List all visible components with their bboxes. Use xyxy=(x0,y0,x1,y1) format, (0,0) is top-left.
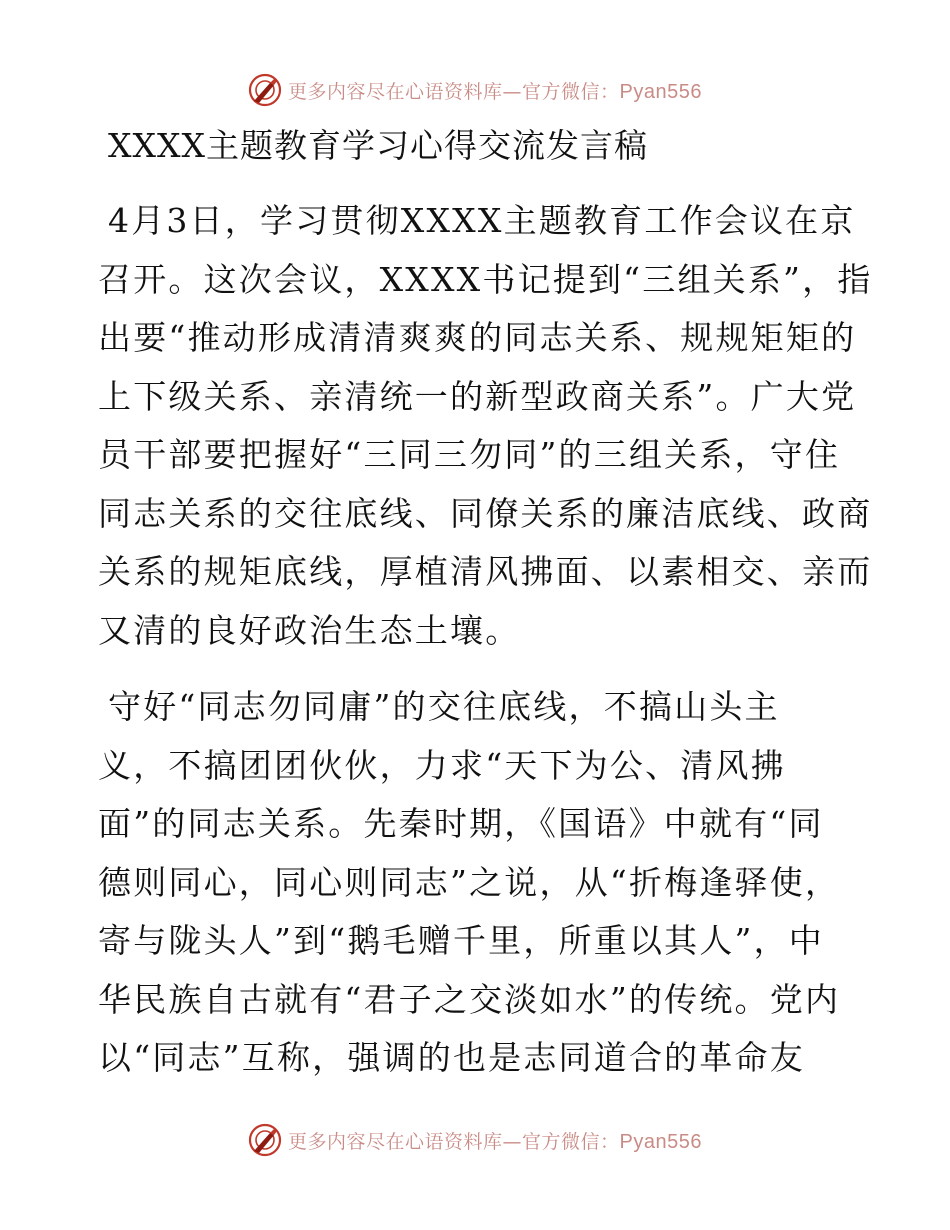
paragraph-line: 4月3日，学习贯彻XXXX主题教育工作会议在京 xyxy=(108,201,856,240)
watermark-separator: — xyxy=(502,80,523,103)
paragraph-line: 召开。这次会议，XXXX书记提到“三组关系”，指 xyxy=(98,259,873,299)
watermark-wechat-id: Pyan556 xyxy=(619,1130,702,1153)
header-watermark xyxy=(0,70,950,110)
watermark-separator: — xyxy=(502,1130,523,1153)
paragraph-line: 关系的规矩底线，厚植清风拂面、以素相交、亲而 xyxy=(98,552,873,591)
watermark-text xyxy=(288,1127,702,1154)
paragraph-line: 寄与陇头人”到“鹅毛赠千里，所重以其人”，中 xyxy=(98,921,825,960)
watermark-text xyxy=(288,77,702,104)
paragraph-line: 上下级关系、亲清统一的新型政商关系”。广大党 xyxy=(98,376,857,416)
paragraph-line: 华民族自古就有“君子之交淡如水”的传统。党内 xyxy=(98,979,841,1019)
watermark-contact-label: 官方微信： xyxy=(522,80,620,103)
pen-logo-icon xyxy=(248,73,282,107)
watermark-contact-label: 官方微信： xyxy=(522,1130,620,1153)
paragraph-line: 出要“推动形成清清爽爽的同志关系、规规矩矩的 xyxy=(98,318,857,357)
paragraph-line: 德则同心，同心则同志”之说，从“折梅逢驿使， xyxy=(98,862,841,902)
paragraph-line: 守好“同志勿同庸”的交往底线，不搞山头主 xyxy=(108,687,780,726)
paragraph-line: 面”的同志关系。先秦时期，《国语》中就有“同 xyxy=(98,804,824,843)
paragraph-line: 以“同志”互称，强调的也是志同道合的革命友 xyxy=(98,1038,805,1077)
document-title: XXXX主题教育学习心得交流发言稿 xyxy=(108,126,648,165)
paragraph-line: 义，不搞团团伙伙，力求“天下为公、清风拂 xyxy=(98,745,786,785)
footer-watermark xyxy=(0,1120,950,1160)
paragraph-line: 同志关系的交往底线、同僚关系的廉洁底线、政商 xyxy=(98,493,873,533)
pen-logo-icon xyxy=(248,1123,282,1157)
paragraph-1 xyxy=(98,192,873,660)
paragraph-line: 员干部要把握好“三同三勿同”的三组关系，守住 xyxy=(98,435,841,474)
paragraph-2 xyxy=(98,678,858,1088)
watermark-site-name: 更多内容尽在心语资料库 xyxy=(288,80,503,103)
watermark-site-name: 更多内容尽在心语资料库 xyxy=(288,1130,503,1153)
paragraph-line: 又清的良好政治生态土壤。 xyxy=(98,610,521,650)
watermark-wechat-id: Pyan556 xyxy=(619,80,702,103)
